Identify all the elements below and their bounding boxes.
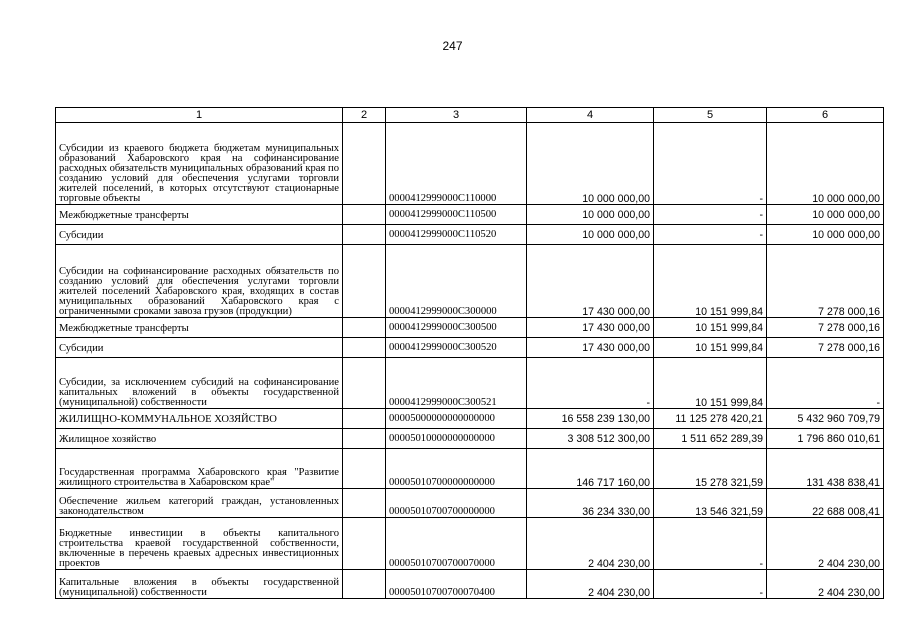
row-code: 00005010700700000000	[386, 489, 527, 518]
row-col2	[343, 358, 386, 409]
row-code: 00005010700700070000	[386, 518, 527, 570]
row-value-5: 10 151 999,84	[654, 318, 767, 338]
row-value-6: 5 432 960 709,79	[767, 409, 884, 429]
table-row	[56, 245, 884, 318]
row-col2	[343, 409, 386, 429]
row-name: Капитальные вложения в объекты государственной (муниципальной) собственности	[56, 570, 343, 599]
row-name: Государственная программа Хабаровского края "Развитие жилищного строительства в Хабаровском крае"	[56, 449, 343, 489]
row-col2	[343, 489, 386, 518]
header-col-3: 3	[386, 108, 527, 123]
row-value-5: 13 546 321,59	[654, 489, 767, 518]
row-value-4: 146 717 160,00	[527, 449, 654, 489]
row-code: 0000412999000C110500	[386, 205, 527, 225]
table-row	[56, 570, 884, 599]
row-name: Жилищное хозяйство	[56, 429, 343, 449]
row-value-5: -	[654, 518, 767, 570]
row-code: 00005010700000000000	[386, 449, 527, 489]
table-row	[56, 318, 884, 338]
header-col-5: 5	[654, 108, 767, 123]
row-value-4: 3 308 512 300,00	[527, 429, 654, 449]
row-value-6: 22 688 008,41	[767, 489, 884, 518]
row-code: 00005010000000000000	[386, 429, 527, 449]
table-row	[56, 225, 884, 245]
row-code: 0000412999000C300000	[386, 245, 527, 318]
row-code: 0000412999000C300500	[386, 318, 527, 338]
budget-table	[55, 107, 884, 599]
row-value-6: 2 404 230,00	[767, 570, 884, 599]
row-value-4: 10 000 000,00	[527, 225, 654, 245]
row-name: Бюджетные инвестиции в объекты капитального строительства краевой государственной собственности, включенные в перечень краевых адресных инвестиционных проектов	[56, 518, 343, 570]
row-value-4: 16 558 239 130,00	[527, 409, 654, 429]
row-value-4: 17 430 000,00	[527, 338, 654, 358]
row-value-5: 10 151 999,84	[654, 338, 767, 358]
table-row	[56, 429, 884, 449]
header-row	[56, 108, 884, 123]
table-row	[56, 123, 884, 205]
table-row	[56, 518, 884, 570]
row-value-4: 10 000 000,00	[527, 205, 654, 225]
row-value-4: 2 404 230,00	[527, 518, 654, 570]
row-value-6: 7 278 000,16	[767, 318, 884, 338]
row-value-6: 1 796 860 010,61	[767, 429, 884, 449]
row-col2	[343, 245, 386, 318]
row-value-4: 17 430 000,00	[527, 245, 654, 318]
row-value-5: 10 151 999,84	[654, 358, 767, 409]
row-col2	[343, 225, 386, 245]
row-value-4: 10 000 000,00	[527, 123, 654, 205]
row-value-5: -	[654, 205, 767, 225]
row-value-5: 11 125 278 420,21	[654, 409, 767, 429]
row-value-6: 2 404 230,00	[767, 518, 884, 570]
row-value-5: -	[654, 570, 767, 599]
row-name: Субсидии, за исключением субсидий на софинансирование капитальных вложений в объекты государственной (муниципальной) собственности	[56, 358, 343, 409]
row-value-6: 7 278 000,16	[767, 245, 884, 318]
row-value-5: 1 511 652 289,39	[654, 429, 767, 449]
row-col2	[343, 570, 386, 599]
row-value-6: 10 000 000,00	[767, 225, 884, 245]
row-value-6: 10 000 000,00	[767, 123, 884, 205]
row-value-6: -	[767, 358, 884, 409]
row-name: ЖИЛИЩНО-КОММУНАЛЬНОЕ ХОЗЯЙСТВО	[56, 409, 343, 429]
row-code: 0000412999000C110000	[386, 123, 527, 205]
row-value-6: 131 438 838,41	[767, 449, 884, 489]
row-code: 0000412999000C110520	[386, 225, 527, 245]
table-row	[56, 205, 884, 225]
row-code: 00005000000000000000	[386, 409, 527, 429]
row-value-5: -	[654, 123, 767, 205]
row-col2	[343, 518, 386, 570]
row-name: Субсидии из краевого бюджета бюджетам муниципальных образований Хабаровского края на софинансирование расходных обязательств муниципальных образований края по созданию условий для обеспечения услугами торговли жителей поселений, в которых отсутствуют стационарные торговые объекты	[56, 123, 343, 205]
header-col-6: 6	[767, 108, 884, 123]
row-value-4: 2 404 230,00	[527, 570, 654, 599]
row-col2	[343, 123, 386, 205]
row-value-5: -	[654, 225, 767, 245]
row-value-4: 17 430 000,00	[527, 318, 654, 338]
header-col-4: 4	[527, 108, 654, 123]
table-row	[56, 449, 884, 489]
row-value-4: 36 234 330,00	[527, 489, 654, 518]
page-number: 247	[442, 39, 463, 53]
row-name: Субсидии	[56, 338, 343, 358]
table-row	[56, 489, 884, 518]
row-code: 00005010700700070400	[386, 570, 527, 599]
row-col2	[343, 318, 386, 338]
row-col2	[343, 205, 386, 225]
row-name: Межбюджетные трансферты	[56, 205, 343, 225]
row-value-4: -	[527, 358, 654, 409]
row-name: Субсидии на софинансирование расходных обязательств по созданию условий для обеспечения услугами торговли жителей поселений Хабаровского края, входящих в состав муниципальных образований Хабаровского края с ограниченными сроками завоза грузов (продукции)	[56, 245, 343, 318]
table-row	[56, 358, 884, 409]
header-col-2: 2	[343, 108, 386, 123]
row-value-6: 10 000 000,00	[767, 205, 884, 225]
table-row	[56, 338, 884, 358]
header-col-1: 1	[56, 108, 343, 123]
row-value-6: 7 278 000,16	[767, 338, 884, 358]
row-col2	[343, 449, 386, 489]
row-col2	[343, 429, 386, 449]
row-col2	[343, 338, 386, 358]
row-value-5: 10 151 999,84	[654, 245, 767, 318]
row-name: Межбюджетные трансферты	[56, 318, 343, 338]
row-code: 0000412999000C300521	[386, 358, 527, 409]
row-code: 0000412999000C300520	[386, 338, 527, 358]
row-value-5: 15 278 321,59	[654, 449, 767, 489]
row-name: Обеспечение жильем категорий граждан, установленных законодательством	[56, 489, 343, 518]
table-row	[56, 409, 884, 429]
row-name: Субсидии	[56, 225, 343, 245]
